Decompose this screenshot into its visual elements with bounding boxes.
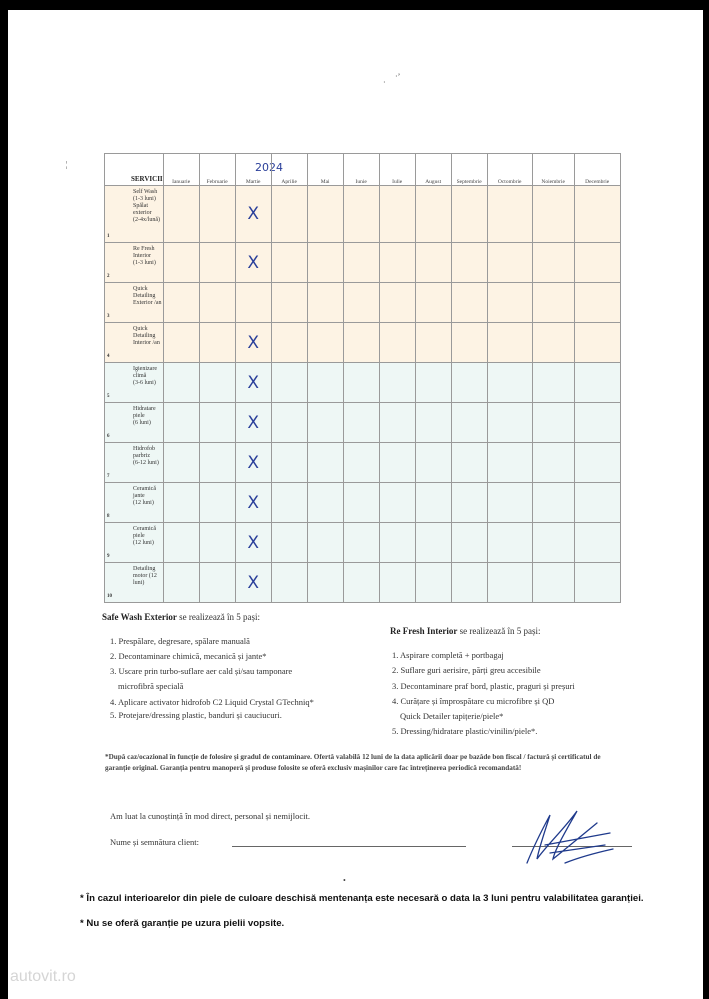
service-name-line: (1-3 luni) xyxy=(133,260,156,266)
month-cell xyxy=(451,186,487,243)
service-name-line: Interior xyxy=(133,253,151,259)
table-row xyxy=(105,243,621,283)
service-name-line: (6-12 luni) xyxy=(133,460,159,466)
month-cell xyxy=(163,563,199,603)
month-cell xyxy=(199,323,235,363)
row-number: 4 xyxy=(107,354,110,359)
month-cell xyxy=(415,186,451,243)
month-cell xyxy=(574,283,620,323)
interior-step: 2. Suflare guri aerisire, părți greu accesibile xyxy=(392,665,541,675)
service-name-line: (12 luni) xyxy=(133,500,154,506)
table-row xyxy=(105,563,621,603)
month-cell xyxy=(271,403,307,443)
service-name-line: Igienizare xyxy=(133,366,157,372)
month-cell xyxy=(379,323,415,363)
month-cell xyxy=(487,186,532,243)
month-cell xyxy=(379,363,415,403)
service-name-line: Re Fresh xyxy=(133,246,155,252)
exterior-step: 3. Uscare prin turbo-suflare aer cald și/sau tamponare xyxy=(110,666,293,676)
interior-step: Quick Detailer tapițerie/piele* xyxy=(400,711,504,721)
service-name-cell xyxy=(105,323,164,363)
row-number: 6 xyxy=(107,434,110,439)
service-name-line: Exterior /an xyxy=(133,300,162,306)
month-cell xyxy=(271,283,307,323)
service-name-line: Detailing xyxy=(133,293,156,299)
month-cell xyxy=(199,523,235,563)
month-cell xyxy=(163,186,199,243)
table-row xyxy=(105,483,621,523)
month-cell xyxy=(307,186,343,243)
month-cell xyxy=(271,523,307,563)
month-cell xyxy=(271,443,307,483)
month-cell xyxy=(343,563,379,603)
exterior-title-bold: Safe Wash Exterior xyxy=(102,612,177,622)
month-cell xyxy=(415,363,451,403)
month-cell xyxy=(451,283,487,323)
service-name-line: jante xyxy=(133,493,145,499)
month-cell xyxy=(199,243,235,283)
month-cell xyxy=(415,323,451,363)
month-cell xyxy=(307,243,343,283)
service-name-cell xyxy=(105,483,164,523)
month-cell xyxy=(532,563,574,603)
service-name-line: Detailing xyxy=(133,333,156,339)
handwritten-x-mark: X xyxy=(235,323,271,363)
month-cell xyxy=(451,243,487,283)
table-row xyxy=(105,323,621,363)
acknowledgement-text: Am luat la cunoștință în mod direct, personal și nemijlocit. xyxy=(110,811,310,821)
row-number: 8 xyxy=(107,514,110,519)
row-number: 10 xyxy=(107,594,112,599)
month-cell xyxy=(307,443,343,483)
service-name-line: Quick xyxy=(133,326,148,332)
service-name-cell xyxy=(105,563,164,603)
month-cell xyxy=(163,483,199,523)
month-cell xyxy=(574,323,620,363)
header-servicii: SERVICII xyxy=(105,154,164,186)
month-cell xyxy=(199,186,235,243)
month-cell xyxy=(532,283,574,323)
month-cell xyxy=(379,563,415,603)
month-cell xyxy=(379,523,415,563)
month-cell xyxy=(532,363,574,403)
exterior-step: 5. Protejare/dressing plastic, banduri și cauciucuri. xyxy=(110,710,282,720)
month-cell xyxy=(199,563,235,603)
month-cell xyxy=(307,563,343,603)
row-number: 9 xyxy=(107,554,110,559)
month-cell xyxy=(574,523,620,563)
service-name-cell xyxy=(105,363,164,403)
client-name-label: Nume și semnătura client: xyxy=(110,837,199,847)
month-cell xyxy=(415,483,451,523)
service-name-line: Interior /an xyxy=(133,340,160,346)
month-cell xyxy=(487,403,532,443)
service-name-cell xyxy=(105,186,164,243)
client-signature xyxy=(505,793,625,873)
month-cell xyxy=(487,483,532,523)
row-number: 7 xyxy=(107,474,110,479)
service-schedule-table xyxy=(104,153,621,603)
service-name-line: piele xyxy=(133,413,145,419)
month-cell xyxy=(451,563,487,603)
scan-speck: ¦ xyxy=(66,160,68,169)
month-cell xyxy=(415,403,451,443)
month-cell xyxy=(487,363,532,403)
handwritten-x-mark: X xyxy=(235,403,271,443)
month-cell xyxy=(532,186,574,243)
row-number: 3 xyxy=(107,314,110,319)
header-month: Noiembrie xyxy=(532,154,574,186)
handwritten-year: 2024 xyxy=(255,161,283,174)
service-name-line: parbriz xyxy=(133,453,150,459)
month-cell xyxy=(307,523,343,563)
interior-title-rest: se realizează în 5 pași: xyxy=(457,626,541,636)
header-month: Decembrie xyxy=(574,154,620,186)
month-cell xyxy=(574,443,620,483)
month-cell xyxy=(532,483,574,523)
exterior-title xyxy=(102,612,260,622)
scan-speck: ·ʼ xyxy=(395,72,401,81)
month-cell xyxy=(487,443,532,483)
month-cell xyxy=(415,243,451,283)
interior-step: 5. Dressing/hidratare plastic/vinilin/piele*. xyxy=(392,726,538,736)
month-cell xyxy=(487,283,532,323)
month-cell xyxy=(415,283,451,323)
warranty-note: *După caz/ocazional în funcție de folosire și gradul de contaminare. Ofertă valabilă 12 luni de la data aplicării doar pe bazăde bon fiscal / factură și certificatul de garanție original. Garanția pentru manoperă și produse folosite se oferă exclusiv mașinilor care fac întreținerea periodică recomandată! xyxy=(105,753,601,772)
month-cell xyxy=(271,483,307,523)
header-month: Aprilie xyxy=(271,154,307,186)
month-cell xyxy=(163,403,199,443)
month-cell xyxy=(307,283,343,323)
footer-note-leather: * În cazul interioarelor din piele de culoare deschisă mentenanța este necesară o data la 3 luni pentru valabilitatea garanției. xyxy=(80,893,644,904)
month-cell xyxy=(271,323,307,363)
interior-step: 3. Decontaminare praf bord, plastic, praguri și preșuri xyxy=(392,681,575,691)
month-cell xyxy=(163,323,199,363)
service-name-cell xyxy=(105,403,164,443)
handwritten-x-mark: X xyxy=(235,243,271,283)
header-month: Septembrie xyxy=(451,154,487,186)
month-cell xyxy=(343,443,379,483)
service-name-line: (12 luni) xyxy=(133,540,154,546)
month-cell xyxy=(487,563,532,603)
month-cell xyxy=(163,243,199,283)
header-month: Februarie xyxy=(199,154,235,186)
service-name-line: Hidrofob xyxy=(133,446,155,452)
month-cell xyxy=(574,243,620,283)
month-cell xyxy=(415,523,451,563)
scan-speck: · xyxy=(383,78,386,87)
table-row xyxy=(105,443,621,483)
interior-step: 4. Curățare și împrospătare cu microfibre și QD xyxy=(392,696,555,706)
table-row xyxy=(105,403,621,443)
service-name-line: Detailing xyxy=(133,566,156,572)
service-name-cell xyxy=(105,523,164,563)
month-cell xyxy=(487,523,532,563)
table-row xyxy=(105,523,621,563)
table-row xyxy=(105,363,621,403)
month-cell xyxy=(199,283,235,323)
row-number: 2 xyxy=(107,274,110,279)
table-row xyxy=(105,283,621,323)
service-name-line: Ceramică xyxy=(133,486,156,492)
handwritten-x-mark: X xyxy=(235,443,271,483)
handwritten-x-mark: X xyxy=(235,483,271,523)
handwritten-x-mark: X xyxy=(235,363,271,403)
service-name-line: (2-4x/lună) xyxy=(133,217,160,223)
month-cell xyxy=(343,283,379,323)
month-cell xyxy=(379,403,415,443)
month-cell xyxy=(163,523,199,563)
service-name-line: Spălat xyxy=(133,203,148,209)
month-cell xyxy=(271,563,307,603)
month-cell xyxy=(307,363,343,403)
service-name-cell xyxy=(105,243,164,283)
service-name-line: luni) xyxy=(133,580,145,586)
month-cell xyxy=(307,323,343,363)
month-cell xyxy=(379,443,415,483)
month-cell xyxy=(574,403,620,443)
month-cell xyxy=(574,186,620,243)
month-cell xyxy=(343,523,379,563)
month-cell xyxy=(163,363,199,403)
month-cell xyxy=(451,483,487,523)
month-cell xyxy=(532,443,574,483)
month-cell xyxy=(343,403,379,443)
month-cell xyxy=(199,443,235,483)
service-name-line: piele xyxy=(133,533,145,539)
service-name-line: exterior xyxy=(133,210,152,216)
month-cell xyxy=(343,323,379,363)
month-cell xyxy=(532,243,574,283)
month-cell xyxy=(235,283,271,323)
handwritten-x-mark: X xyxy=(235,563,271,603)
header-month: Martie xyxy=(235,154,271,186)
month-cell xyxy=(532,403,574,443)
interior-title xyxy=(390,626,541,636)
month-cell xyxy=(379,483,415,523)
header-month: Octombrie xyxy=(487,154,532,186)
month-cell xyxy=(532,323,574,363)
month-cell xyxy=(451,363,487,403)
month-cell xyxy=(532,523,574,563)
service-name-line: Self Wash xyxy=(133,189,158,195)
footer-note-painted-leather: * Nu se oferă garanție pe uzura pielii vopsite. xyxy=(80,918,285,929)
month-cell xyxy=(199,403,235,443)
month-cell xyxy=(343,186,379,243)
month-cell xyxy=(163,283,199,323)
client-name-line xyxy=(232,846,466,847)
interior-title-bold: Re Fresh Interior xyxy=(390,626,458,636)
header-month: Iulie xyxy=(379,154,415,186)
handwritten-x-mark: X xyxy=(235,186,271,243)
month-cell xyxy=(574,363,620,403)
month-cell xyxy=(271,363,307,403)
service-name-line: climă xyxy=(133,373,147,379)
month-cell xyxy=(271,186,307,243)
watermark: autovit.ro xyxy=(10,968,76,985)
exterior-step: 1. Prespălare, degresare, spălare manuală xyxy=(110,636,250,646)
month-cell xyxy=(163,443,199,483)
exterior-title-rest: se realizează în 5 pași: xyxy=(176,612,261,622)
month-cell xyxy=(574,483,620,523)
month-cell xyxy=(379,243,415,283)
service-name-line: Hidratare xyxy=(133,406,156,412)
month-cell xyxy=(199,363,235,403)
service-name-line: (6 luni) xyxy=(133,420,151,426)
month-cell xyxy=(451,323,487,363)
month-cell xyxy=(379,283,415,323)
exterior-step: 4. Aplicare activator hidrofob C2 Liquid Crystal GTechniq* xyxy=(110,697,314,707)
exterior-step: microfibră specială xyxy=(118,681,184,691)
month-cell xyxy=(415,443,451,483)
table-row xyxy=(105,186,621,243)
header-month: Mai xyxy=(307,154,343,186)
month-cell xyxy=(415,563,451,603)
month-cell xyxy=(271,243,307,283)
month-cell xyxy=(574,563,620,603)
service-name-line: Ceramică xyxy=(133,526,156,532)
service-name-line: Quick xyxy=(133,286,148,292)
service-name-cell xyxy=(105,443,164,483)
service-name-line: (1-3 luni) xyxy=(133,196,156,202)
interior-step: 1. Aspirare completă + portbagaj xyxy=(392,650,504,660)
header-month: Ianuarie xyxy=(163,154,199,186)
scan-speck: • xyxy=(343,876,346,885)
month-cell xyxy=(307,483,343,523)
month-cell xyxy=(451,403,487,443)
exterior-step: 2. Decontaminare chimică, mecanică și jante* xyxy=(110,651,267,661)
service-name-line: (3-6 luni) xyxy=(133,380,156,386)
month-cell xyxy=(451,443,487,483)
month-cell xyxy=(487,323,532,363)
service-name-line: motor (12 xyxy=(133,573,157,579)
row-number: 5 xyxy=(107,394,110,399)
month-cell xyxy=(307,403,343,443)
month-cell xyxy=(343,243,379,283)
row-number: 1 xyxy=(107,234,110,239)
service-name-cell xyxy=(105,283,164,323)
month-cell xyxy=(487,243,532,283)
header-month: August xyxy=(415,154,451,186)
header-month: Iunie xyxy=(343,154,379,186)
month-cell xyxy=(343,363,379,403)
month-cell xyxy=(451,523,487,563)
month-cell xyxy=(379,186,415,243)
table-header-row xyxy=(105,154,621,186)
handwritten-x-mark: X xyxy=(235,523,271,563)
month-cell xyxy=(343,483,379,523)
month-cell xyxy=(199,483,235,523)
